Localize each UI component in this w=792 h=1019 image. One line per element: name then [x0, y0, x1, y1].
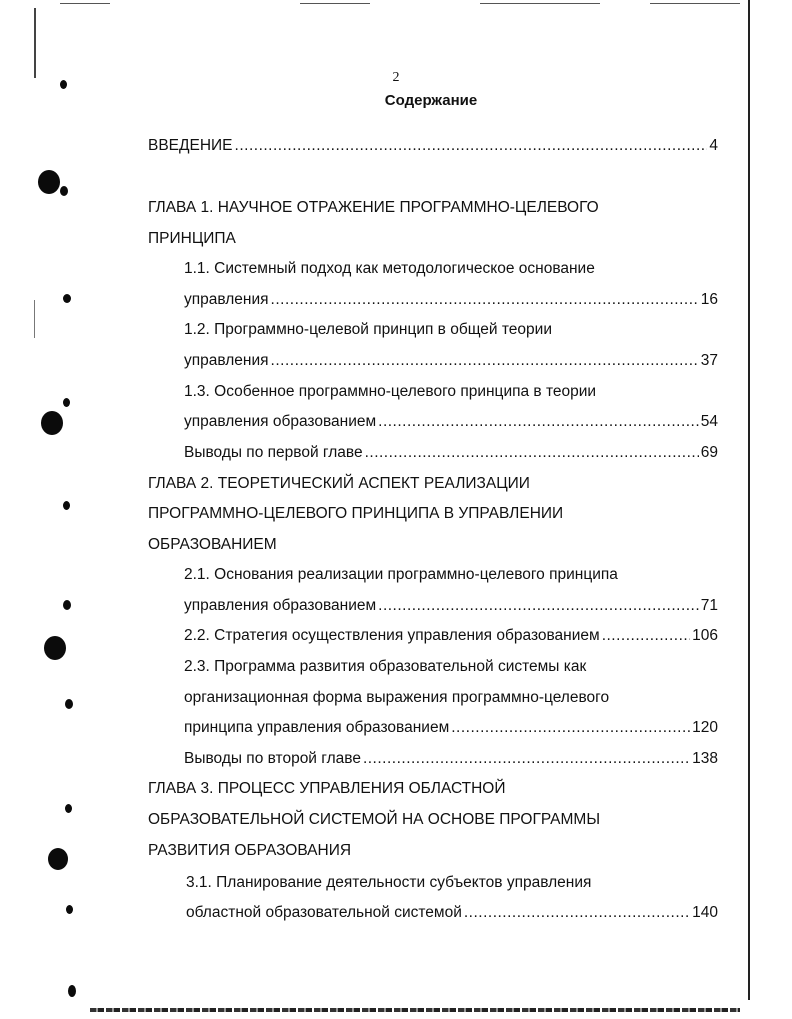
toc-leader-dots — [451, 718, 690, 738]
toc-entry-text: Выводы по первой главе — [184, 444, 363, 461]
toc-leader-dots — [363, 749, 690, 769]
toc-entry-1-2[interactable] — [184, 351, 718, 371]
chapter-heading[interactable]: ГЛАВА 2. ТЕОРЕТИЧЕСКИЙ АСПЕКТ РЕАЛИЗАЦИИ — [148, 475, 530, 492]
punch-hole-icon — [63, 294, 71, 303]
toc-entry-text: Выводы по второй главе — [184, 750, 361, 767]
toc-page-number: 120 — [692, 719, 718, 736]
toc-entry-2-3[interactable] — [184, 718, 718, 738]
chapter-heading[interactable]: ГЛАВА 1. НАУЧНОЕ ОТРАЖЕНИЕ ПРОГРАММНО-ЦЕЛЕВОГО — [148, 199, 599, 216]
toc-entry-3-1[interactable] — [186, 903, 718, 923]
toc-entry-text[interactable]: 3.1. Планирование деятельности субъектов управления — [186, 874, 592, 891]
scan-bottom-strip — [90, 1008, 740, 1012]
punch-hole-icon — [63, 600, 71, 610]
scan-edge-left-mark — [34, 300, 35, 338]
scan-top-line — [480, 3, 600, 4]
toc-entry-text: 2.2. Стратегия осуществления управления образованием — [184, 627, 600, 644]
toc-page-number: 16 — [700, 291, 718, 308]
toc-entry-1-3[interactable] — [184, 412, 718, 432]
punch-hole-icon — [66, 905, 73, 914]
punch-hole-icon — [63, 398, 70, 407]
page-number: 2 — [392, 70, 400, 85]
toc-entry-text: областной образовательной системой — [186, 904, 462, 921]
toc-entry-text: управления образованием — [184, 597, 377, 614]
scan-edge-left — [34, 8, 36, 78]
punch-hole-icon — [68, 985, 76, 997]
toc-entry-text[interactable]: 1.1. Системный подход как методологическое основание — [184, 260, 595, 277]
toc-entry-intro[interactable] — [148, 136, 718, 156]
chapter-heading[interactable]: РАЗВИТИЯ ОБРАЗОВАНИЯ — [148, 842, 352, 859]
scan-top-line — [650, 3, 740, 4]
toc-page-number: 106 — [692, 627, 718, 644]
toc-page-number: 138 — [692, 750, 718, 767]
toc-page-number: 4 — [709, 137, 718, 154]
chapter-heading[interactable]: ОБРАЗОВАНИЕМ — [148, 536, 277, 553]
punch-hole-icon — [44, 636, 66, 660]
punch-hole-icon — [65, 804, 72, 813]
chapter-heading[interactable]: ПРОГРАММНО-ЦЕЛЕВОГО ПРИНЦИПА В УПРАВЛЕНИИ — [148, 505, 564, 522]
toc-entry-2-1[interactable] — [184, 596, 718, 616]
punch-hole-icon — [38, 170, 60, 194]
toc-entry-text[interactable]: 1.2. Программно-целевой принцип в общей теории — [184, 321, 552, 338]
toc-leader-dots — [602, 626, 690, 646]
punch-hole-icon — [63, 501, 70, 510]
toc-leader-dots — [378, 596, 699, 616]
toc-leader-dots — [378, 412, 699, 432]
toc-page-number: 71 — [700, 597, 718, 614]
toc-page-number: 69 — [700, 444, 718, 461]
scan-edge-right — [748, 0, 750, 1000]
toc-leader-dots — [464, 903, 690, 923]
toc-leader-dots — [365, 443, 699, 463]
toc-entry-text[interactable]: 2.3. Программа развития образовательной системы как — [184, 658, 587, 675]
chapter-heading[interactable]: ПРИНЦИПА — [148, 230, 236, 247]
toc-leader-dots — [235, 136, 708, 156]
toc-entry-conclusions-1[interactable] — [184, 443, 718, 463]
toc-entry-text: принципа управления образованием — [184, 719, 450, 736]
toc-entry-text: управления образованием — [184, 413, 377, 430]
toc-entry-text[interactable]: организационная форма выражения программно-целевого — [184, 689, 610, 706]
punch-hole-icon — [48, 848, 68, 870]
toc-entry-2-2[interactable] — [184, 626, 718, 646]
punch-hole-icon — [65, 699, 73, 709]
chapter-heading[interactable]: ОБРАЗОВАТЕЛЬНОЙ СИСТЕМОЙ НА ОСНОВЕ ПРОГРАММЫ — [148, 811, 601, 828]
scan-top-line — [60, 3, 110, 4]
toc-entry-1-1[interactable] — [184, 290, 718, 310]
page-title: Содержание — [384, 92, 478, 109]
toc-leader-dots — [271, 290, 699, 310]
punch-hole-icon — [60, 186, 68, 196]
scan-top-line — [300, 3, 370, 4]
toc-entry-text: управления — [184, 291, 269, 308]
toc-leader-dots — [271, 351, 699, 371]
toc-page-number: 140 — [692, 904, 718, 921]
chapter-heading[interactable]: ГЛАВА 3. ПРОЦЕСС УПРАВЛЕНИЯ ОБЛАСТНОЙ — [148, 780, 506, 797]
toc-entry-text[interactable]: 1.3. Особенное программно-целевого принципа в теории — [184, 383, 597, 400]
toc-page-number: 54 — [700, 413, 718, 430]
toc-page-number: 37 — [700, 352, 718, 369]
toc-entry-conclusions-2[interactable] — [184, 749, 718, 769]
toc-entry-text: ВВЕДЕНИЕ — [148, 137, 233, 154]
punch-hole-icon — [41, 411, 63, 435]
toc-entry-text[interactable]: 2.1. Основания реализации программно-целевого принципа — [184, 566, 618, 583]
toc-entry-text: управления — [184, 352, 269, 369]
